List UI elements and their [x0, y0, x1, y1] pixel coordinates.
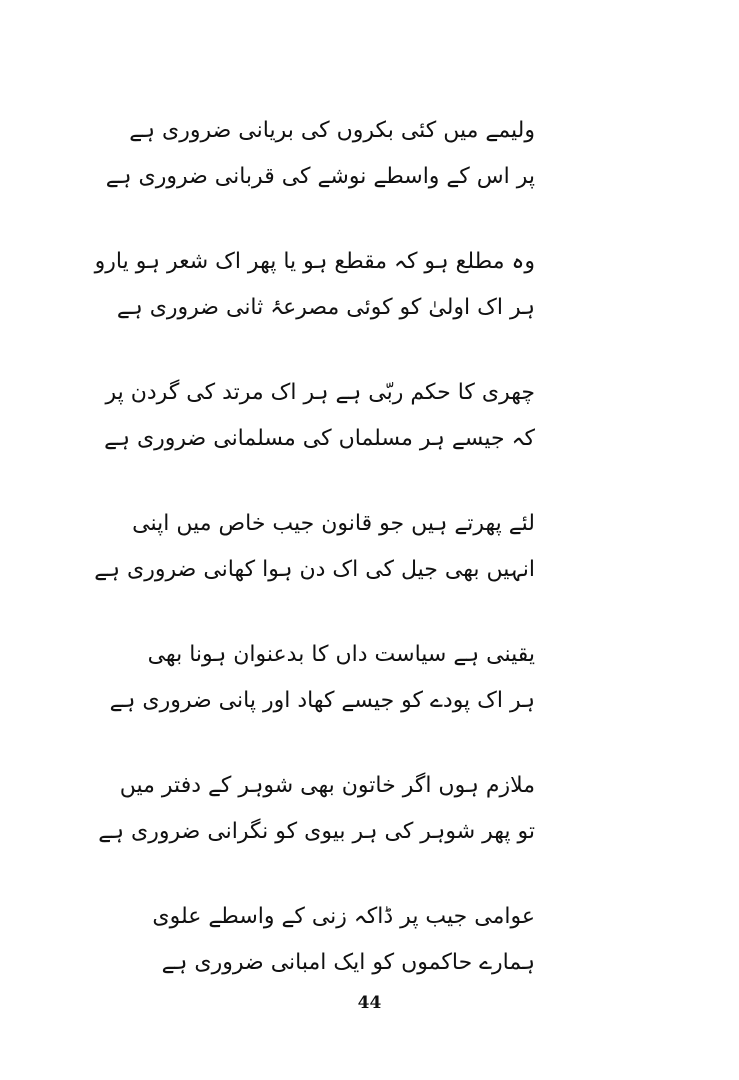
stanza-6	[98, 763, 535, 894]
verse-line: لئے پھرتے ہیں جو قانون جیب خاص میں اپنی	[132, 511, 535, 536]
stanza-2	[94, 239, 535, 370]
verse-line: پر اس کے واسطے نوشے کی قربانی ضروری ہے	[105, 164, 535, 189]
verse-line: ولیمے میں کئی بکروں کی بریانی ضروری ہے	[129, 118, 535, 143]
verse-line: چھری کا حکم ربّی ہے ہر اک مرتد کی گردن پر	[105, 380, 535, 405]
verse-line: ہمارے حاکموں کو ایک امبانی ضروری ہے	[161, 950, 535, 975]
verse-line: انہیں بھی جیل کی اک دن ہوا کھانی ضروری ہے	[94, 557, 535, 582]
verse-line: ملازم ہوں اگر خاتون بھی شوہر کے دفتر میں	[119, 773, 535, 798]
verse-line: وہ مطلع ہو کہ مقطع ہو یا پھر اک شعر ہو یارو	[94, 249, 535, 274]
verse-line: یقینی ہے سیاست داں کا بدعنوان ہونا بھی	[147, 642, 535, 667]
page-number: 44	[357, 993, 382, 1013]
stanza-1	[105, 108, 535, 239]
verse-line: عوامی جیب پر ڈاکہ زنی کے واسطے علوی	[152, 904, 535, 929]
ghazal	[94, 108, 535, 1025]
stanza-5	[109, 632, 535, 763]
verse-line: ہر اک پودے کو جیسے کھاد اور پانی ضروری ہے	[109, 688, 535, 713]
verse-line: کہ جیسے ہر مسلماں کی مسلمانی ضروری ہے	[104, 426, 535, 451]
verse-line: ہر اک اولیٰ کو کوئی مصرعۂ ثانی ضروری ہے	[116, 295, 535, 320]
verse-line: تو پھر شوہر کی ہر بیوی کو نگرانی ضروری ہے	[98, 819, 535, 844]
stanza-4	[94, 501, 535, 632]
stanza-3	[104, 370, 535, 501]
